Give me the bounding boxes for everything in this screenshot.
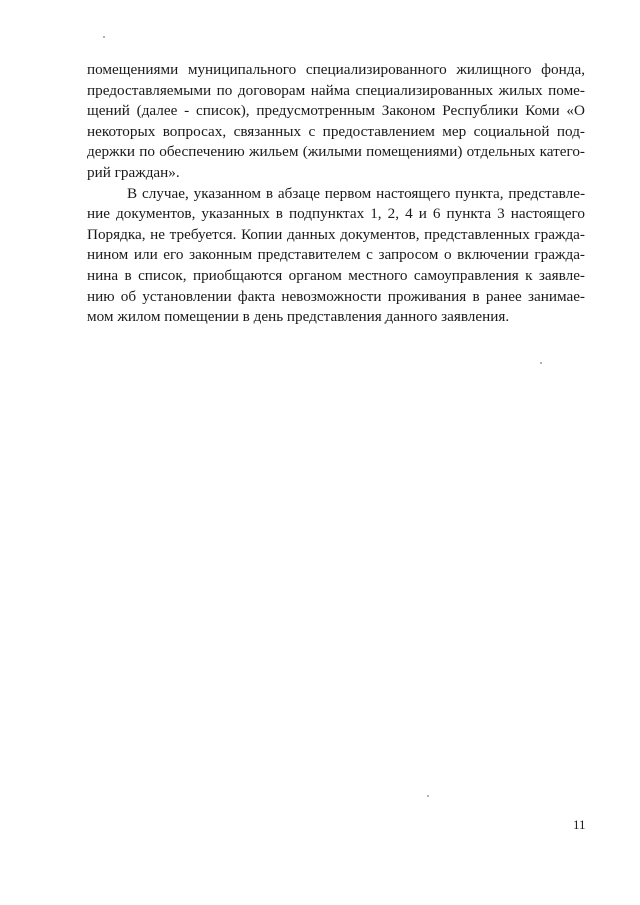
text-line: держки по обеспечению жильем (жилыми помещениями) отдельных катего- [87,143,585,161]
text-line: ние документов, указанных в подпунктах 1, 2, 4 и 6 пункта 3 настоящего [87,205,585,223]
scan-speck [103,36,105,38]
document-body [87,60,585,328]
text-line: предоставляемыми по договорам найма специализированных жилых поме- [87,81,585,99]
text-line: щений (далее - список), предусмотренным Законом Республики Коми «О [87,102,585,120]
paragraph-2 [87,184,585,328]
paragraph-1 [87,60,585,184]
text-line: помещениями муниципального специализированного жилищного фонда, [87,61,585,78]
text-line: нию об установлении факта невозможности проживания в ранее занимае- [87,287,585,305]
text-line: некоторых вопросах, связанных с предоставлением мер социальной под- [87,122,585,140]
text-line: мом жилом помещении в день представления данного заявления. [87,308,510,326]
text-line: Порядка, не требуется. Копии данных документов, представленных гражда- [87,225,585,243]
text-line: нином или его законным представителем с запросом о включении гражда- [87,246,585,264]
text-line: нина в список, приобщаются органом местного самоуправления к заявле- [87,266,585,284]
text-line: рий граждан». [87,163,180,181]
text-line: В случае, указанном в абзаце первом настоящего пункта, представле- [127,184,585,202]
scan-speck [427,795,429,797]
page-number: 11 [573,817,586,832]
scan-speck [540,362,542,364]
